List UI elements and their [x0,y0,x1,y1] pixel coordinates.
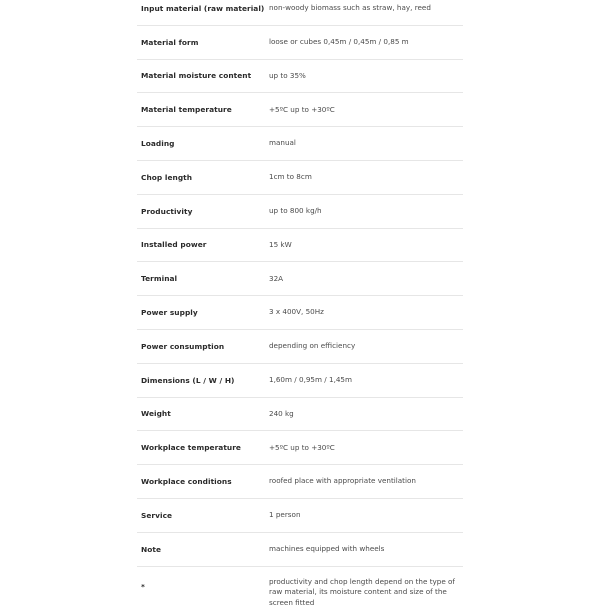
spec-label: Material moisture content [141,71,252,81]
spec-label: Terminal [141,274,178,284]
spec-value: depending on efficiency [269,341,356,351]
spec-label: Power consumption [141,341,225,351]
spec-value: up to 35% [269,70,306,80]
spec-row-material-temperature [137,93,463,127]
spec-label: Workplace conditions [141,477,232,487]
spec-label: Input material (raw material) [141,3,265,13]
spec-value: 1 person [269,510,301,520]
spec-value: loose or cubes 0,45m / 0,45m / 0,85 m [269,36,409,46]
specifications-table [137,0,463,607]
spec-row-power-consumption [137,330,463,364]
spec-value: manual [269,138,296,148]
spec-value: 1cm to 8cm [269,172,312,182]
spec-value: 240 kg [269,408,294,418]
spec-row-workplace-conditions [137,465,463,499]
spec-row-material-form [137,26,463,60]
spec-label: Note [141,544,162,554]
spec-row-footnote [137,567,463,607]
spec-label: Service [141,510,173,520]
spec-row-terminal [137,262,463,296]
spec-row-loading [137,127,463,161]
spec-label: Power supply [141,308,198,318]
spec-row-productivity [137,195,463,229]
spec-value: non-woody biomass such as straw, hay, reed [269,3,431,13]
spec-row-note [137,533,463,567]
spec-label: Weight [141,409,171,419]
spec-row-weight [137,398,463,432]
spec-row-dimensions [137,364,463,398]
spec-row-moisture [137,60,463,94]
spec-row-chop-length [137,161,463,195]
spec-label: Workplace temperature [141,443,241,453]
spec-label: Loading [141,139,175,149]
spec-value: 1,60m / 0,95m / 1,45m [269,374,352,384]
spec-row-workplace-temperature [137,431,463,465]
spec-value: 3 x 400V, 50Hz [269,307,324,317]
spec-label: Material temperature [141,105,232,115]
spec-row-power-supply [137,296,463,330]
spec-row-input-material [137,0,463,26]
spec-label: Material form [141,37,199,47]
spec-value: machines equipped with wheels [269,543,385,553]
spec-row-installed-power [137,229,463,263]
spec-label: * [141,581,145,591]
spec-label: Productivity [141,206,193,216]
spec-value: +5ºC up to +30ºC [269,442,335,452]
spec-value: up to 800 kg/h [269,205,322,215]
spec-row-service [137,499,463,533]
spec-label: Dimensions (L / W / H) [141,375,235,385]
spec-value: +5ºC up to +30ºC [269,104,335,114]
spec-value: 32A [269,273,284,283]
spec-value: roofed place with appropriate ventilation [269,476,416,486]
spec-label: Chop length [141,172,193,182]
spec-label: Installed power [141,240,207,250]
spec-value: 15 kW [269,239,292,249]
spec-value: productivity and chop length depend on the type of raw material, its moisture content and size of the screen fitted [269,576,455,607]
